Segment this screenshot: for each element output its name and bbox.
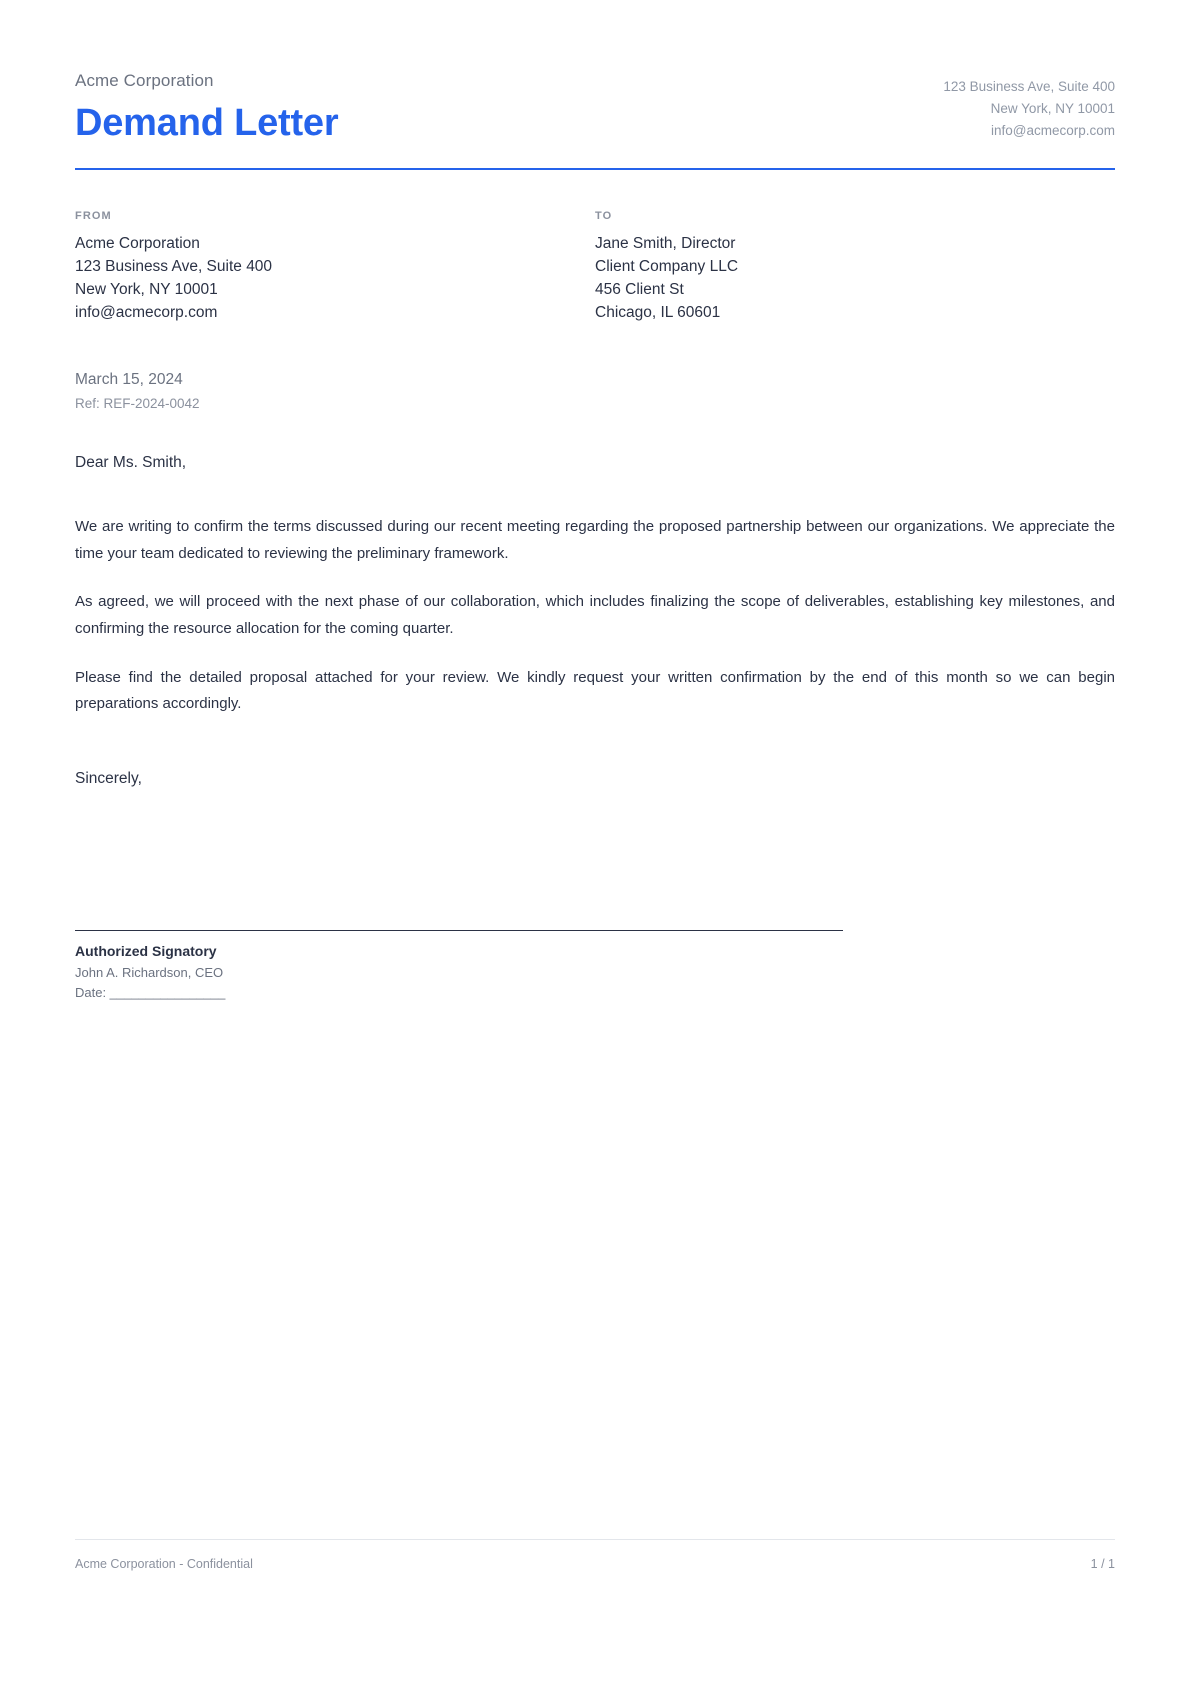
- footer-confidential-text: Acme Corporation - Confidential: [75, 1557, 253, 1571]
- to-address-block: [595, 210, 1115, 325]
- from-line: 123 Business Ave, Suite 400: [75, 257, 273, 275]
- contact-address-line1: 123 Business Ave, Suite 400: [943, 79, 1115, 94]
- to-line: Chicago, IL 60601: [595, 303, 721, 321]
- to-line: Jane Smith, Director: [595, 234, 736, 252]
- to-line: Client Company LLC: [595, 257, 739, 275]
- page-footer: [75, 1539, 1115, 1571]
- signatory-title: Authorized Signatory: [75, 943, 217, 960]
- from-label: FROM: [75, 209, 112, 222]
- header-left: [75, 70, 338, 146]
- to-line: 456 Client St: [595, 280, 684, 298]
- from-line: info@acmecorp.com: [75, 303, 218, 321]
- letter-header: [75, 0, 1115, 146]
- closing-line: Sincerely,: [75, 770, 142, 788]
- letter-reference: Ref: REF-2024-0042: [75, 395, 200, 411]
- footer-page-number: 1 / 1: [1090, 1557, 1115, 1571]
- to-label: TO: [595, 209, 613, 222]
- signature-date-field: Date: ________________: [75, 984, 226, 1000]
- address-grid: [75, 210, 1115, 325]
- company-name: Acme Corporation: [75, 71, 214, 90]
- signature-line: [75, 930, 843, 931]
- letter-body: [75, 514, 1115, 718]
- letter-meta: [75, 368, 1115, 415]
- signature-block: [75, 930, 843, 1002]
- company-contact-block: [943, 70, 1115, 142]
- from-line: New York, NY 10001: [75, 280, 218, 298]
- body-paragraph: As agreed, we will proceed with the next phase of our collaboration, which includes finalizing the scope of deliverables, establishing key milestones, and confirming the resource allocation for the coming quarter.: [75, 593, 1115, 638]
- salutation: Dear Ms. Smith,: [75, 454, 187, 472]
- body-paragraph: We are writing to confirm the terms discussed during our recent meeting regarding the proposed partnership between our organizations. We appreciate the time your team dedicated to reviewing the preliminary framework.: [75, 518, 1115, 562]
- header-divider: [75, 168, 1115, 170]
- signatory-name: John A. Richardson, CEO: [75, 965, 224, 981]
- body-paragraph: Please find the detailed proposal attached for your review. We kindly request your written confirmation by the end of this month so we can begin preparations accordingly.: [75, 668, 1115, 713]
- from-line: Acme Corporation: [75, 234, 200, 252]
- page-title: Demand Letter: [75, 101, 339, 144]
- letter-date: March 15, 2024: [75, 370, 183, 388]
- contact-email: info@acmecorp.com: [991, 122, 1115, 138]
- from-address-block: [75, 210, 595, 325]
- contact-address-line2: New York, NY 10001: [990, 100, 1115, 116]
